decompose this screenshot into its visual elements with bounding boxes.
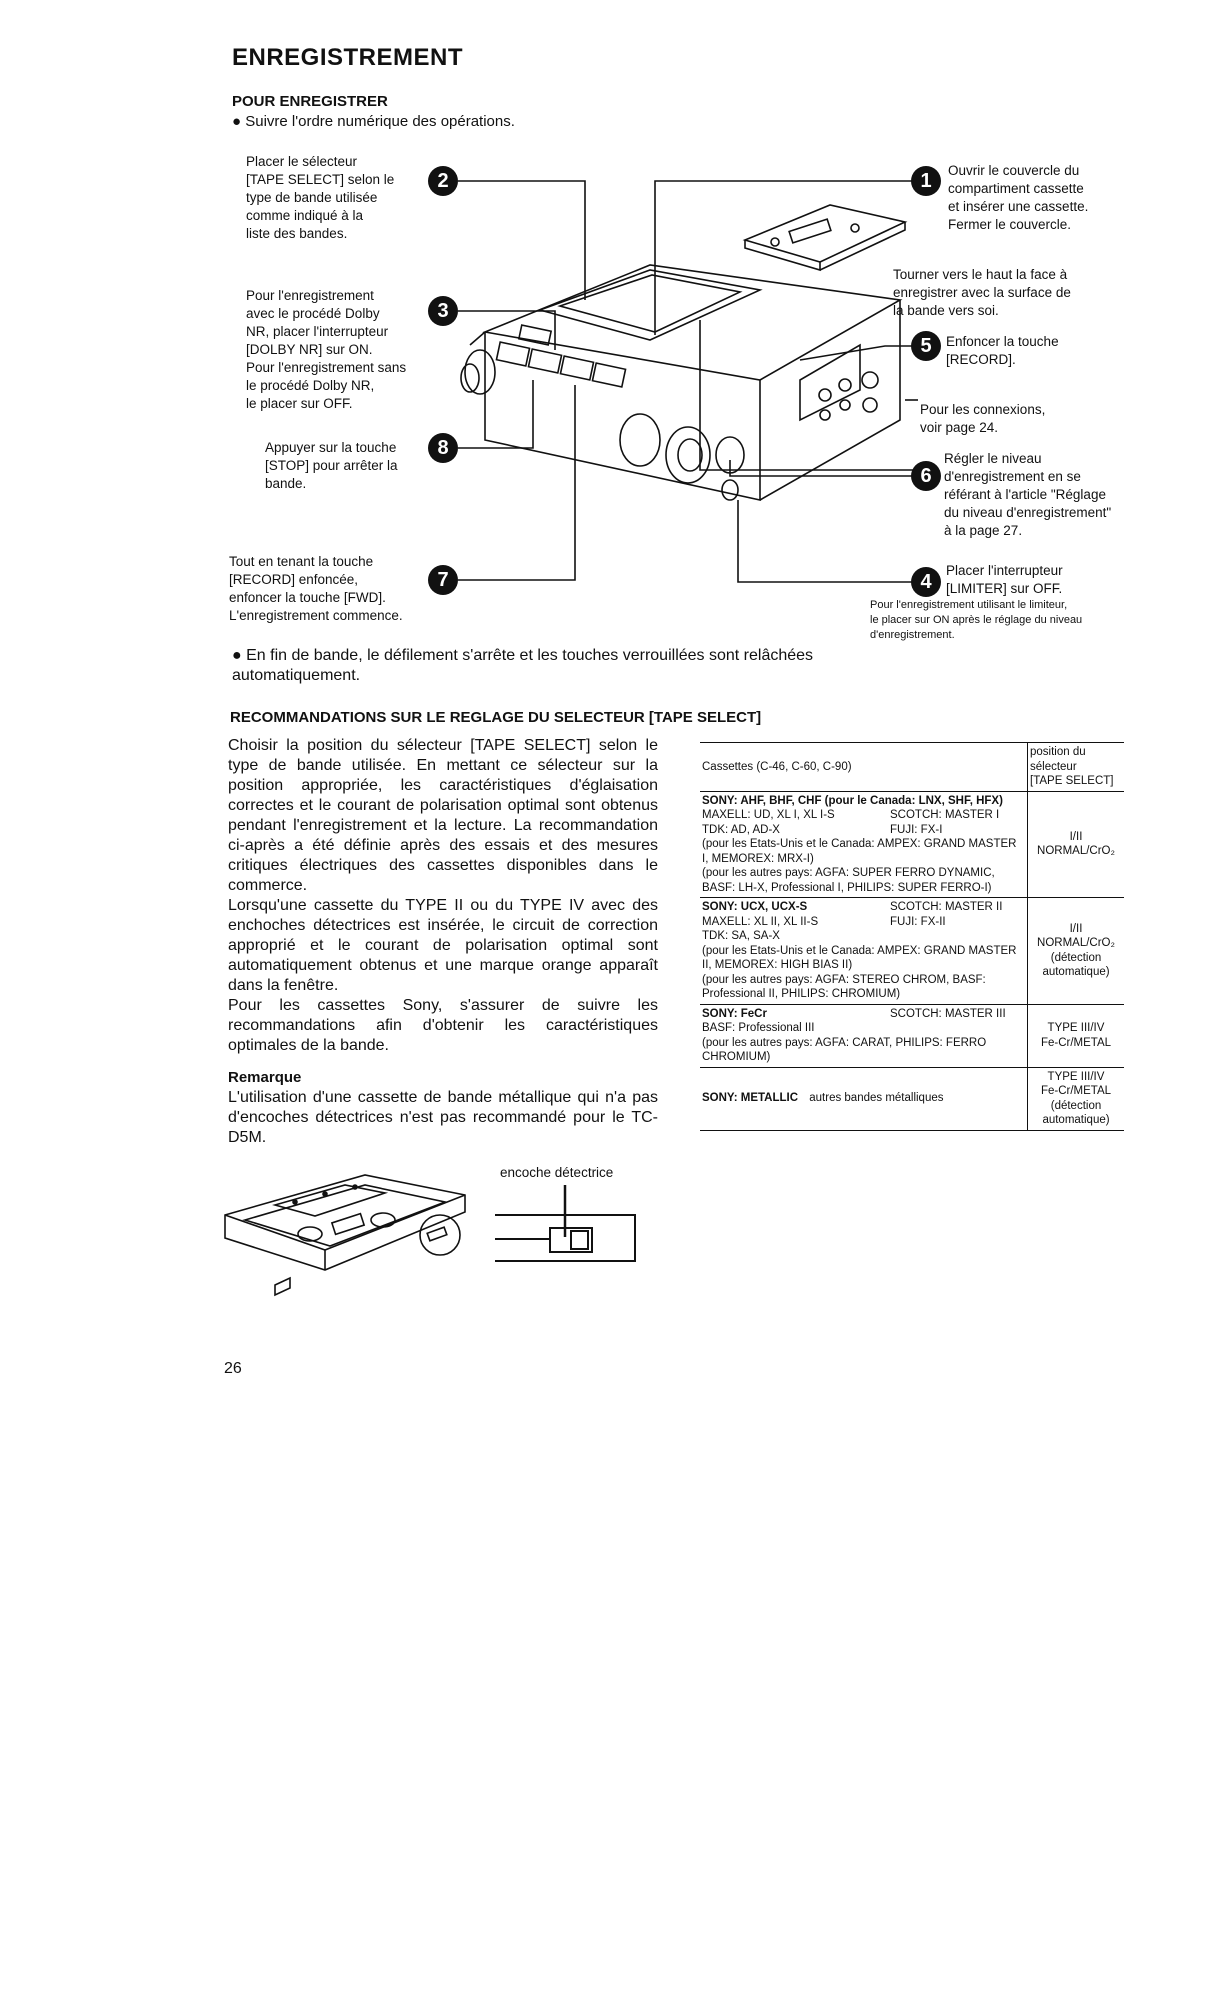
paragraph-3: Pour les cassettes Sony, s'assurer de suivre les recommandations afin d'obtenir les caractéristiques optimales de la bande.	[228, 997, 658, 1054]
step-1-text: Ouvrir le couvercle du compartiment cassette et insérer une cassette. Fermer le couvercle.	[948, 163, 1089, 232]
group-title: SONY: METALLIC	[702, 1092, 799, 1105]
group-title: SONY: UCX, UCX-S	[702, 901, 808, 913]
section-heading-tape-select: RECOMMANDATIONS SUR LE REGLAGE DU SELECTEUR [TAPE SELECT]	[230, 709, 762, 726]
step-5-badge: 5	[911, 331, 941, 361]
header-position: position du sélecteur [TAPE SELECT]	[1028, 743, 1125, 792]
cell: TDK: SA, SA-X	[702, 930, 780, 942]
cell: TDK: AD, AD-X	[702, 823, 780, 836]
paragraph-1: Choisir la position du sélecteur [TAPE SELECT] selon le type de bande utilisée. En mettant ce sélecteur sur la position appropriée, les caractéristiques d'églaisation correctes et le courant de polarisation optimal sont obtenus pendant l'enregistrement et la lecture. La recommandation ci-après a été définie après des essais et des mesures critiques électriques des cassettes disponibles dans le commerce.	[228, 737, 658, 894]
table-row	[700, 1004, 1124, 1067]
cell: FUJI: FX-I	[890, 823, 943, 836]
step-6-text: Régler le niveau d'enregistrement en se référant à l'article "Réglage du niveau d'enregistrement" à la page 27.	[944, 451, 1112, 538]
cell: autres bandes métalliques	[809, 1092, 944, 1105]
paragraph-2: Lorsqu'une cassette du TYPE II ou du TYPE IV avec des enchoches détectrices est insérée, le circuit de correction approprié et le courant de polarisation optimal sont automatiquement obtenus et une marque orange apparaît dans la fenêtre.	[228, 897, 658, 994]
step-2-text: Placer le sélecteur [TAPE SELECT] selon le type de bande utilisée comme indiqué à la liste des bandes.	[246, 154, 395, 241]
cell: (pour les Etats-Unis et le Canada: AMPEX: GRAND MASTER I, MEMOREX: MRX-I)	[702, 838, 1017, 865]
tape-select-table	[700, 742, 1124, 1131]
cell: SCOTCH: MASTER II	[890, 901, 1003, 913]
step-3-text: Pour l'enregistrement avec le procédé Dolby NR, placer l'interrupteur [DOLBY NR] sur ON. Pour l'enregistrement sans le procédé Dolby NR, le placer sur OFF.	[246, 288, 407, 411]
table-header	[700, 743, 1124, 792]
group-title: SONY: FeCr	[702, 1007, 767, 1020]
step-4-note: Pour l'enregistrement utilisant le limiteur, le placer sur ON après le réglage du niveau d'enregistrement.	[870, 599, 1083, 641]
step-8-text: Appuyer sur la touche [STOP] pour arrêter la bande.	[265, 440, 398, 491]
notch-label: encoche détectrice	[500, 1165, 614, 1180]
step-3-badge: 3	[428, 296, 458, 326]
cell: (pour les Etats-Unis et le Canada: AMPEX: GRAND MASTER II, MEMOREX: HIGH BIAS II)	[702, 944, 1017, 971]
cell: (pour les autres pays: AGFA: SUPER FERRO DYNAMIC, BASF: LH-X, Professional I, PHILIPS: SUPER FERRO-I)	[702, 867, 995, 894]
cell: (pour les autres pays: AGFA: STEREO CHROM, BASF: Professional II, PHILIPS: CHROMIUM)	[702, 973, 986, 1000]
step-5-text: Enfoncer la touche [RECORD].	[946, 334, 1059, 367]
recommendation-text	[228, 736, 658, 1148]
cell: MAXELL: UD, XL I, XL I-S	[702, 809, 835, 821]
table-row	[700, 791, 1124, 898]
intro-text: ● Suivre l'ordre numérique des opérations.	[232, 113, 515, 130]
step-7-badge: 7	[428, 565, 458, 595]
section-heading-record: POUR ENREGISTRER	[232, 93, 388, 110]
step-4-text: Placer l'interrupteur [LIMITER] sur OFF.	[946, 563, 1063, 596]
connections-note: Pour les connexions, voir page 24.	[920, 402, 1046, 435]
tape-face-note: Tourner vers le haut la face à enregistrer avec la surface de la bande vers soi.	[893, 267, 1071, 318]
step-4-badge: 4	[911, 567, 941, 597]
step-1-badge: 1	[911, 166, 941, 196]
remark-text: L'utilisation d'une cassette de bande métallique qui n'a pas d'encoches détectrices n'est pas recommandé pour le TC-D5M.	[228, 1089, 658, 1146]
position-cell: I/II NORMAL/CrO₂	[1028, 791, 1125, 898]
cell: SCOTCH: MASTER I	[890, 809, 1000, 821]
notch-diagram	[495, 1185, 640, 1265]
step-7-text: Tout en tenant la touche [RECORD] enfoncée, enfoncer la touche [FWD]. L'enregistrement commence.	[229, 554, 403, 623]
group-title: SONY: AHF, BHF, CHF (pour le Canada: LNX, SHF, HFX)	[702, 794, 1003, 807]
position-cell: TYPE III/IV Fe-Cr/METAL	[1028, 1004, 1125, 1067]
position-cell: TYPE III/IV Fe-Cr/METAL (détection automatique)	[1028, 1067, 1125, 1130]
cell: SCOTCH: MASTER III	[890, 1007, 1006, 1020]
table-row	[700, 898, 1124, 1005]
position-cell: I/II NORMAL/CrO₂ (détection automatique)	[1028, 898, 1125, 1005]
end-of-tape-note: ● En fin de bande, le défilement s'arrête et les touches verrouillées sont relâchées automatiquement.	[232, 647, 814, 684]
step-8-badge: 8	[428, 433, 458, 463]
remark-heading: Remarque	[228, 1069, 302, 1086]
cell: FUJI: FX-II	[890, 915, 946, 928]
step-6-badge: 6	[911, 461, 941, 491]
cell: (pour les autres pays: AGFA: CARAT, PHILIPS: FERRO CHROMIUM)	[702, 1036, 987, 1063]
recorder-illustration	[461, 205, 905, 500]
cell: BASF: Professional III	[702, 1022, 815, 1034]
cell: MAXELL: XL II, XL II-S	[702, 915, 819, 928]
table-row	[700, 1067, 1124, 1130]
step-2-badge: 2	[428, 166, 458, 196]
page-title: ENREGISTREMENT	[232, 44, 464, 71]
page-number: 26	[224, 1360, 242, 1377]
header-cassettes: Cassettes (C-46, C-60, C-90)	[700, 743, 1028, 792]
